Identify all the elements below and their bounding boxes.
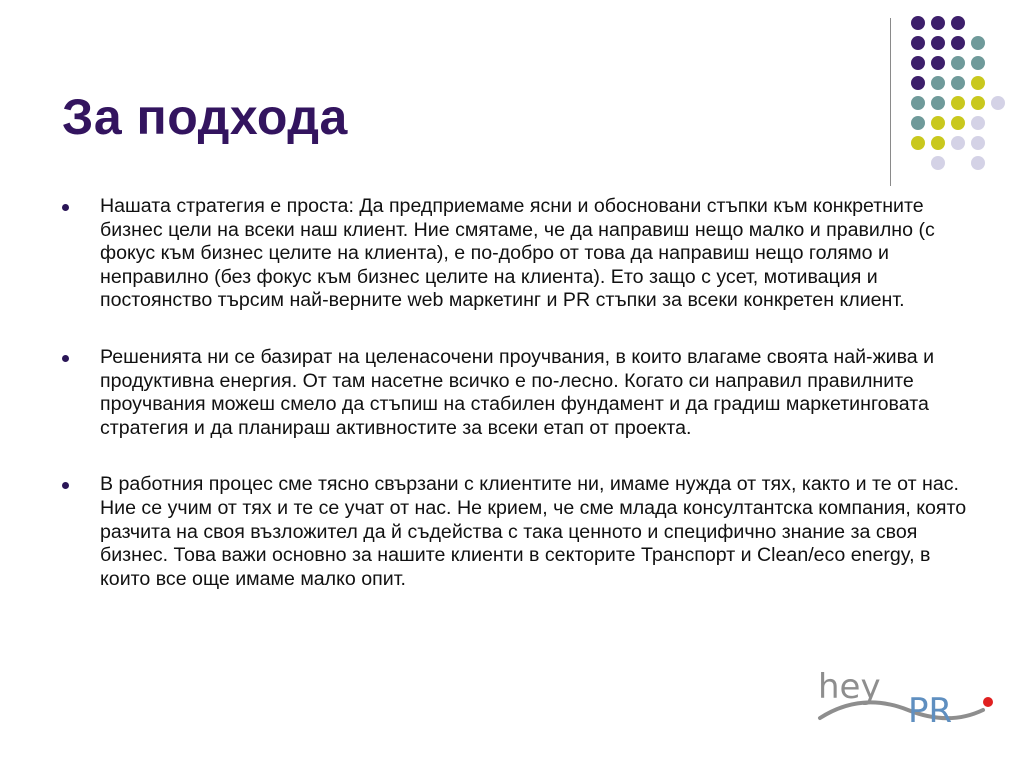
decorative-dot xyxy=(931,36,945,50)
logo-text-pr: PR xyxy=(908,691,953,730)
decorative-dot xyxy=(971,136,985,150)
decorative-dot xyxy=(931,116,945,130)
bullet-dot-icon xyxy=(62,355,69,362)
decorative-dot xyxy=(951,56,965,70)
decorative-dot xyxy=(931,16,945,30)
decorative-dot xyxy=(971,116,985,130)
decorative-dot xyxy=(911,56,925,70)
logo-red-dot xyxy=(983,697,993,707)
bullet-text: Решенията ни се базират на целенасочени проучвания, в които влагаме своята най-жива и продуктивна енергия. От там насетне всичко е по-лесно. Когато си направил правилните проучвания можеш смело да стъпиш на стабилен фундамент и да градиш маркетинговата стратегия и да планираш активностите за всеки етап от проекта. xyxy=(100,345,935,439)
bullet-item-research xyxy=(62,346,972,440)
decorative-dot xyxy=(911,116,925,130)
logo-text-hey: hey xyxy=(818,667,881,707)
title-divider-line xyxy=(890,18,891,186)
decorative-dot xyxy=(911,96,925,110)
decorative-dot xyxy=(971,36,985,50)
decorative-dot xyxy=(931,56,945,70)
bullet-item-clients xyxy=(62,473,972,591)
decorative-dot xyxy=(971,56,985,70)
decorative-dot xyxy=(931,136,945,150)
bullet-dot-icon xyxy=(62,204,69,211)
decorative-dot xyxy=(971,96,985,110)
decorative-dot xyxy=(971,156,985,170)
decorative-dot xyxy=(911,76,925,90)
bullet-list xyxy=(62,195,972,591)
decorative-dot xyxy=(951,76,965,90)
bullet-text: Нашата стратегия е проста: Да предприемаме ясни и обосновани стъпки към конкретните бизнес цели на всеки наш клиент. Ние смятаме, че да направиш нещо малко и правилно (с фокус към бизнес целите на клиента), е по-добро от това да направиш нещо голямо и неправилно (без фокус към бизнес целите на клиента). Ето защо с усет, мотивация и постоянство търсим най-верните web маркетинг и PR стъпки за всеки конкретен клиент. xyxy=(100,195,935,312)
heypr-logo xyxy=(808,660,1008,730)
decorative-dot xyxy=(991,96,1005,110)
decorative-dot xyxy=(971,76,985,90)
bullet-text: В работния процес сме тясно свързани с клиентите ни, имаме нужда от тях, както и те от нас. Ние се учим от тях и те се учат от нас. Не крием, че сме млада консултантска компания, която разчита на своя възложител да й съдейства с така ценното и специфично знание за своя бизнес. Това важи основно за нашите клиенти в секторите Транспорт и Clean/eco energy, в които все още имаме малко опит. xyxy=(100,473,967,590)
slide-title: За подхода xyxy=(62,89,348,145)
decorative-dot xyxy=(951,16,965,30)
decorative-dot xyxy=(951,36,965,50)
bullet-item-strategy xyxy=(62,195,972,313)
decorative-dot xyxy=(951,116,965,130)
decorative-dot xyxy=(911,16,925,30)
decorative-dot xyxy=(951,136,965,150)
decorative-dot xyxy=(931,96,945,110)
decorative-dot xyxy=(911,136,925,150)
decorative-dot xyxy=(931,156,945,170)
decorative-dot xyxy=(931,76,945,90)
decorative-dot xyxy=(911,36,925,50)
decorative-dot xyxy=(951,96,965,110)
bullet-dot-icon xyxy=(62,482,69,489)
